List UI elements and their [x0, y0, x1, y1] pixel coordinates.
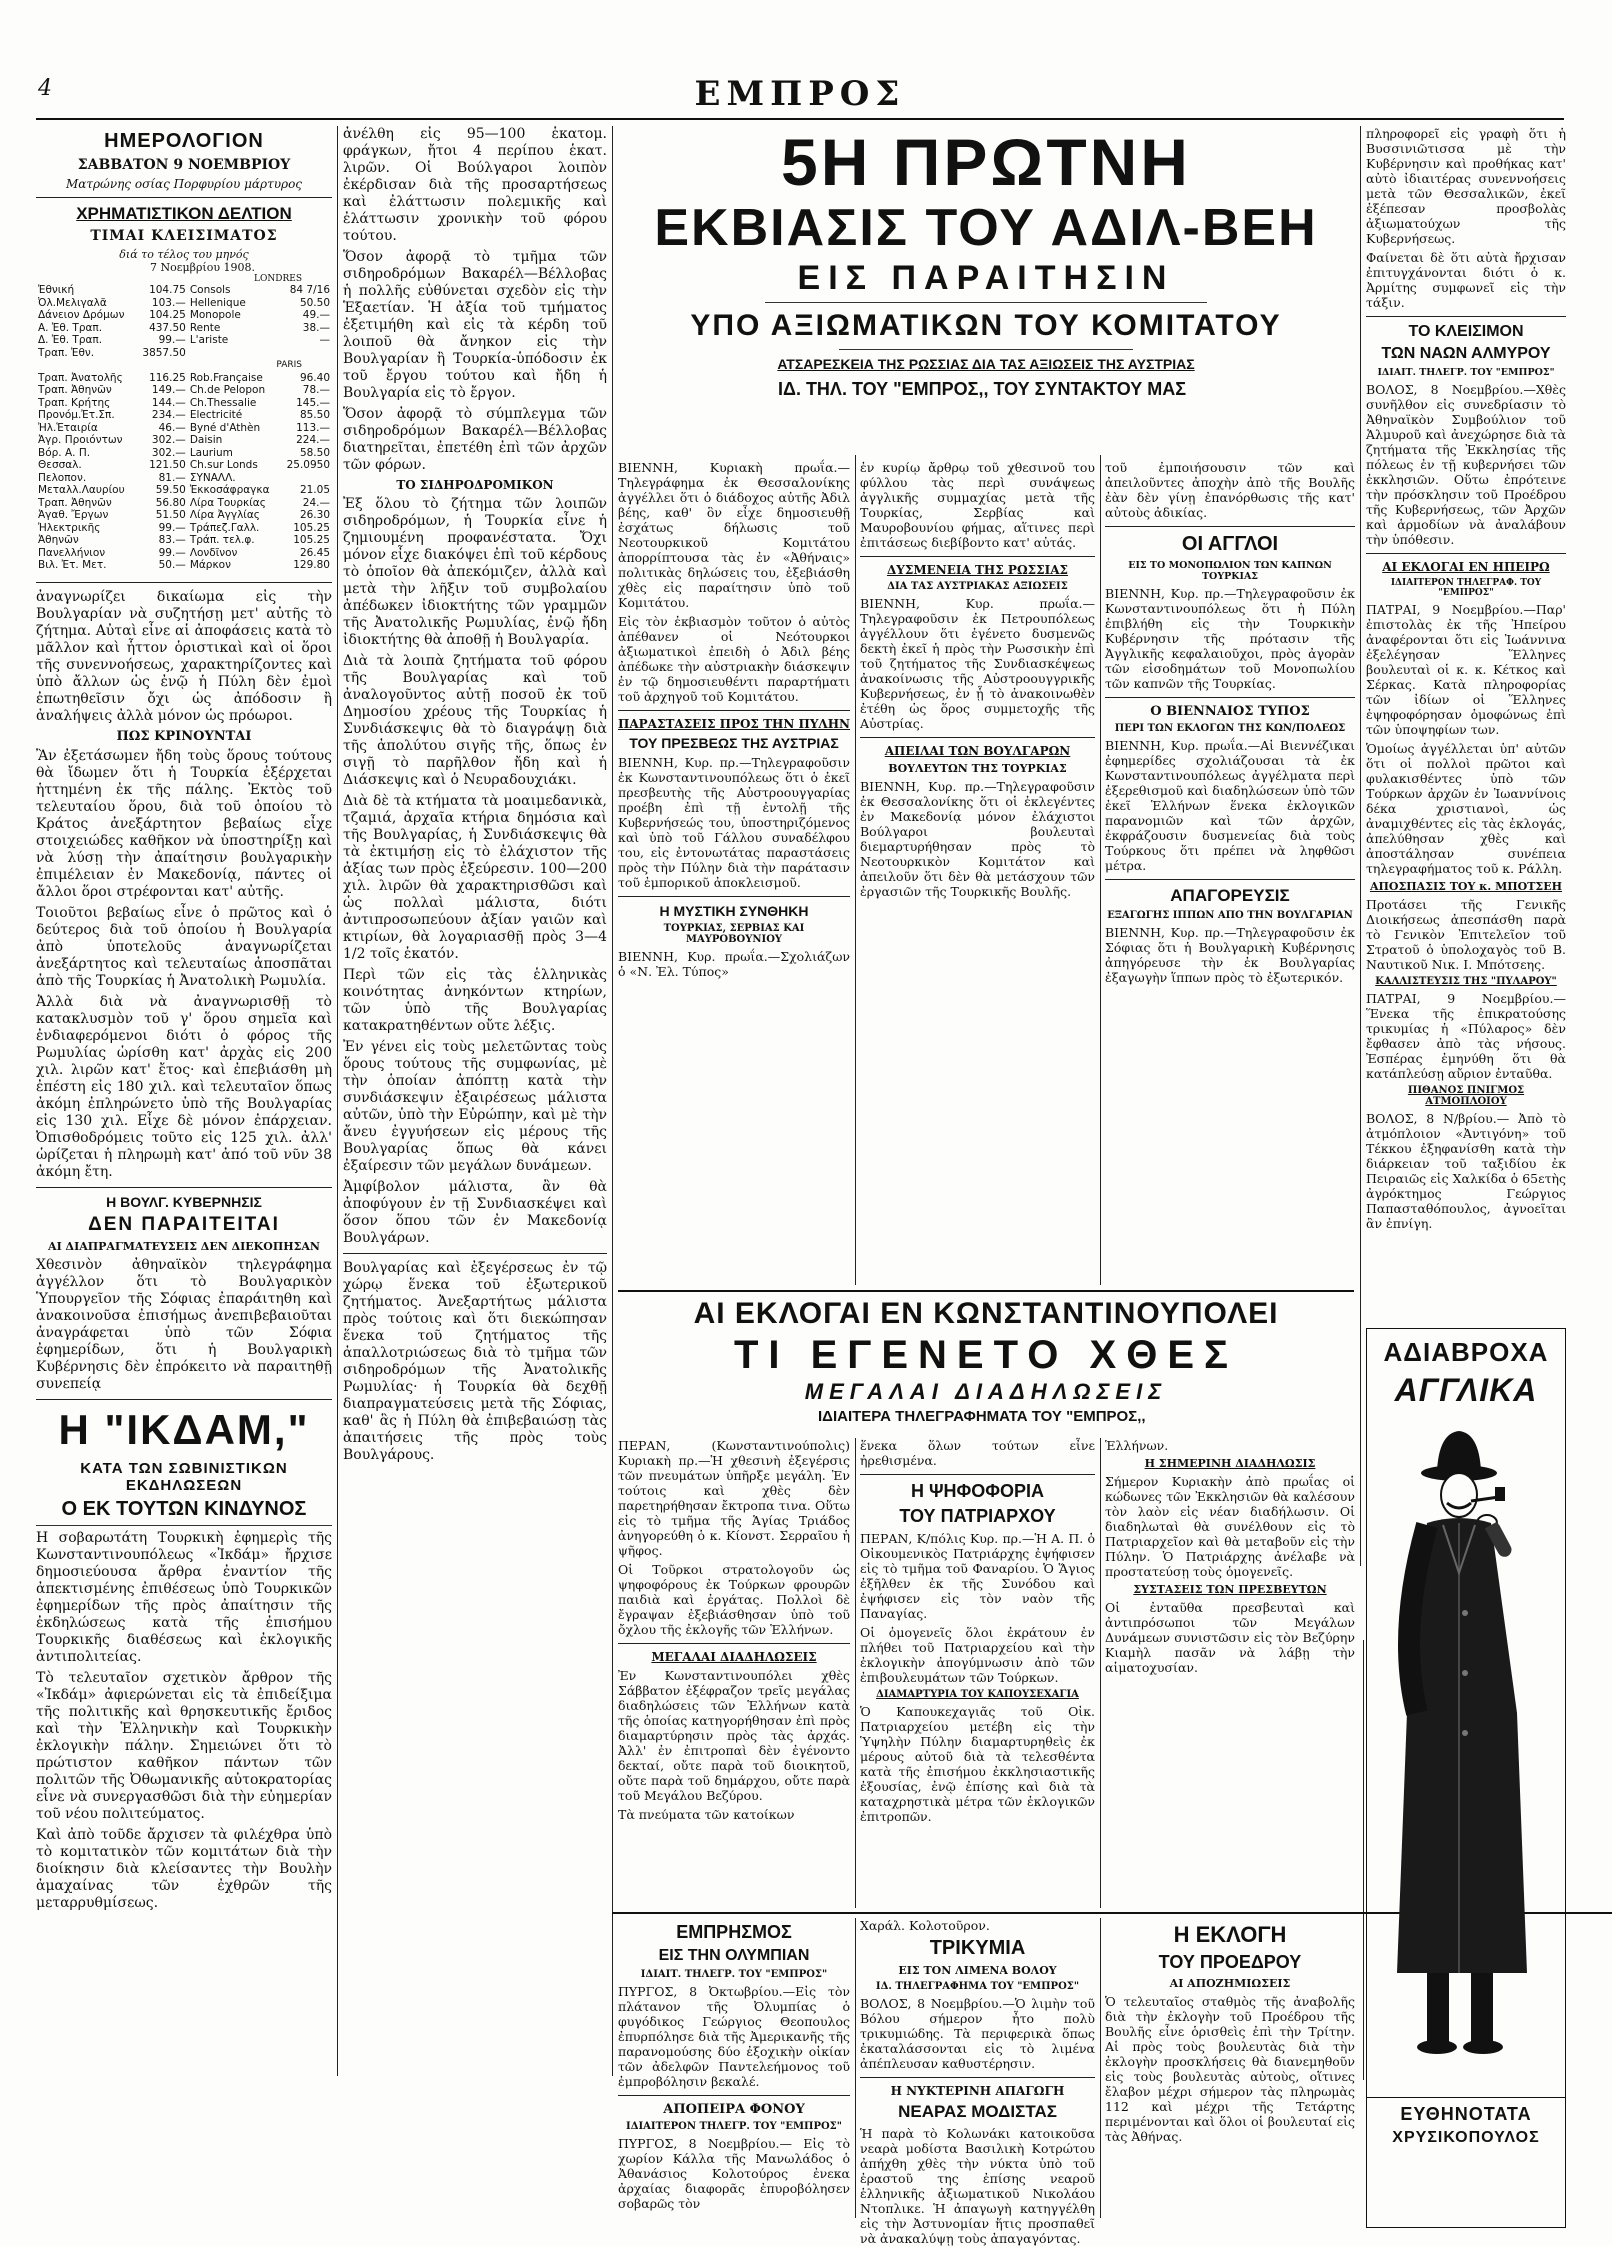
finance-value: 99.— [158, 546, 186, 559]
section-subheading: ΙΔ. ΤΗΛΕΓΡΑΦΗΜΑ ΤΟΥ "ΕΜΠΡΟΣ" [875, 1981, 1080, 1992]
finance-value: 38.— [302, 321, 330, 334]
finance-label: Ἐκκοσάφραγκα [189, 484, 270, 496]
column-rule [1100, 1918, 1101, 2218]
finance-label: Τράπ. τελ.φ. [189, 534, 255, 546]
man-in-raincoat-illustration [1367, 1413, 1565, 2093]
center-paragraph: ΠΕΡΑΝ, Κ/πόλις Κυρ. πρ.—Ἡ Α. Π. ὁ Οἰκουμενικὸς Πατριάρχης ἐψήφισεν εἰς τὸ τμῆμα τοῦ Φαναρίου. Ὁ Ἅγιος ἐξῆλθεν ἐκ τῆς Συνόδου καὶ ἐψήφισεν εἰς τὸν ναὸν τῆς Παναγίας. [860, 1531, 1095, 1621]
col2-paragraph: Διὰ δὲ τὰ κτήματα τὰ μοαιμεδανικὰ, τζαμιά, ἀρχαῖα κτήρια δημόσια καὶ τῆς Βουλγαρίας, ἡ Συνδιάσκεψις θὰ τὰ ἐκτιμήσῃ εἰς τὸ ἐλάχιστον τῆς ἀξίας των πρὸς ἐξεύρεσιν. 100—200 χιλ. λιρῶν θὰ χαρακτηρισθῶσι καὶ ὡς πολλαὶ μάλιστα, διότι ἀντιπροσωπεύουν ἀξίαν γαιῶν καὶ κτιρίων, θὰ λογαριασθῇ πρὸς 3—4 1/2 τοῖς ἑκατόν. [343, 793, 607, 962]
finance-label: Ἀθηνῶν [38, 534, 79, 546]
bottom-column-c [1105, 1918, 1355, 2218]
section-heading: Η ΣΗΜΕΡΙΝΗ ΔΙΑΔΗΛΩΣΙΣ [1144, 1457, 1316, 1470]
finance-label: Byné d'Athèn [189, 421, 261, 434]
center-paragraph: Ὁ Καπουκεχαγιᾶς τοῦ Οἰκ. Πατριαρχείου μετέβη εἰς τὴν Ὑψηλὴν Πύλην διαμαρτυρηθεὶς ἐκ μέρους αὐτοῦ διὰ τὰ τελεσθέντα κατὰ τῆς ἐπισήμου ἐκκλησιαστικῆς ἐξουσίας, ἐνῷ ἐπίσης καὶ διὰ τὰ καταχρηστικὰ μέτρα τῶν ἐκλογικῶν ἐπιτροπῶν. [860, 1704, 1095, 1824]
col5-paragraph: πληροφορεῖ εἰς γραφὴ ὅτι ἡ Βυσσινιῶτισσα μὲ τὴν Κυβέρνησιν καὶ προθήκας κατ' αὐτὸ ἰδιαιτέρας συνεννοήσεις μετὰ τῶν Θεσσαλικῶν, ἐκεῖ ἐξέπεσαν προσβολὰς ἀξιωματούχων τῆς Κυβερνήσεως. [1366, 126, 1566, 246]
center-paragraph: Οἱ ὁμογενεῖς ὅλοι ἐκράτουν ἐν πλήθει τοῦ Πατριαρχείου καὶ τὴν ἐκλογικὴν ἀπογύμνωσιν ἀπὸ τῶν ἐπιβουλευμάτων τῶν Τούρκων. [860, 1625, 1095, 1685]
section-subheading: ΙΔΙΑΙΤΕΡΟΝ ΤΗΛΕΓΡΑΦ. ΤΟΥ "ΕΜΠΡΟΣ" [1390, 578, 1542, 598]
elections-title-3: ΜΕΓΑΛΑΙ ΔΙΑΔΗΛΩΣΕΙΣ [804, 1379, 1168, 1404]
finance-value: 56.80 [155, 496, 186, 509]
bottom-paragraph: Ἡ παρὰ τὸ Κολωνάκι κατοικοῦσα νεαρὰ μοδίστα Βασιλικὴ Κοτρώτου ἀπήχθη χθὲς τὴν νύκτα ὑπὸ τοῦ ἐραστοῦ της ἐπίσης νεαροῦ ἑλληνικῆς ἀξιωματικοῦ Νικολάου Ντοπλικε. Ἡ ἀπαγωγὴ κατηγγέλθη εἰς τὴν Ἀστυνομίαν ἥτις προσπαθεῖ νὰ ἀνακαλύψῃ τοὺς ἀπαγαγόντας. [860, 2126, 1095, 2246]
col1-paragraph: Τὸ τελευταῖον σχετικὸν ἄρθρον τῆς «Ἰκδάμ» ἀφιερώνεται εἰς τὰ ἐπιδείξιμα τῆς πολιτικῆς καὶ θρησκευτικῆς ἔριδος καὶ τὴν Ἑλληνικὴν καὶ Τουρκικὴν ἐκλογικὴν πάλην. Σημειώνει ὅτι τὸ πρώτιστον καθῆκον πάντων τῶν πολιτῶν τῆς Ὀθωμανικῆς αὐτοκρατορίας εἶνε νὰ συνεργασθῶσι διὰ τὴν εὐημερίαν τοῦ νέου πολιτεύματος. [36, 1669, 332, 1822]
finance-row [36, 509, 332, 522]
section-heading: ΤΟ ΚΛΕΙΣΙΜΟΝ [1408, 323, 1524, 340]
center-paragraph: ΒΙΕΝΝΗ, Κυρ. πρωΐα.—Αἱ Βιεννέζικαι ἐφημερίδες σχολιάζουσαι τὰ ἐκ Κωνσταντινουπόλεως ἀγγέλματα περὶ ἐξερεθισμοῦ καὶ διαδηλώσεων ὑπὸ τῶν ἐκεῖ Ἑλλήνων ἕνεκα ἐκλογικῶν παρανομιῶν καὶ τῶν ἀρχῶν, ἐκφράζουσιν δυσμενείας διὰ τοὺς Τούρκους ὅτι πρέπει νὰ ληφθῶσι μέτρα. [1105, 738, 1355, 873]
section-heading: Η ΨΗΦΟΦΟΡΙΑ [910, 1481, 1045, 1501]
top-rule [36, 118, 1564, 120]
section-heading: ΑΠΕΙΛΑΙ ΤΩΝ ΒΟΥΛΓΑΡΩΝ [884, 744, 1071, 758]
col1-paragraph: Η σοβαρωτάτη Τουρκικὴ ἐφημερὶς τῆς Κωνσταντινουπόλεως «Ἰκδάμ» ἤρχισε δημοσιεύουσα ἄρθρα ἐναντίον τῆς ἀπεκτισμένης ἐπιθέσεως ὑπὸ Τουρκικῶν ἐφημερίδων τῆς πρὸς ἀπαίτησιν τῆς ἐκδηλώσεως κατὰ τῆς ἐπισήμου Τουρκικῆς διαθέσεως καὶ ἐκλογικῆς ἀντιπολιτείας. [36, 1529, 332, 1665]
finance-label: Ἀγρ. Προιόντων [38, 434, 123, 446]
calendar-date: ΣΑΒΒΑΤΟΝ 9 ΝΟΕΜΒΡΙΟΥ [77, 157, 291, 173]
finance-row [36, 409, 332, 422]
col5-paragraph: ΒΟΛΟΣ, 8 Ν/βρίου.— Ἀπὸ τὸ ἀτμόπλοιον «Ἀντιγόνη» τοῦ Τέκκου ἐξηφανίσθη κατὰ τὴν διάρκειαν τοῦ ταξιδίου ἐκ Πειραιῶς εἰς Χαλκίδα ὁ 65ετὴς ἀγρόκτημος Γεώργιος Παπασταθόπουλος, ἀγνοεῖται ἂν ἐπνίγη. [1366, 1111, 1566, 1231]
finance-value: 113.— [296, 421, 330, 434]
section-heading: Η ΒΟΥΛΓ. ΚΥΒΕΡΝΗΣΙΣ [106, 1193, 262, 1210]
col2-paragraph: Ἐξ ὅλου τὸ ζήτημα τῶν λοιπῶν σιδηροδρόμων, ἡ Τουρκία εἶνε ἡ ζημιουμένη προφανέστατα. Ὄχι μόνον εἶχε διακόψει ἐπὶ τοῦ κέρδους τὸ ὁποῖον θὰ ἀπεκόμιζεν, ἀλλὰ καὶ μετὰ τὴν λῆξιν τοῦ συμβολαίου ἀπέδωκεν ἰδιοκτήτης τῶν γραμμῶν τῆς Ἀνατολικῆς Ρωμυλίας, ἐνῷ ἤδη ἰδιοκτήτης θὰ ἀποθῇ ἡ Βουλγαρία. [343, 496, 607, 648]
section-heading: ΤΟΥ ΠΡΕΣΒΕΩΣ ΤΗΣ ΑΥΣΤΡΙΑΣ [629, 735, 839, 751]
ad-title-2: ΑΓΓΛΙΚΑ [1394, 1372, 1538, 1408]
finance-row [36, 459, 332, 472]
elections-title: ΑΙ ΕΚΛΟΓΑΙ ΕΝ ΚΩΝΣΤΑΝΤΙΝΟΥΠΟΛΕΙ [693, 1297, 1279, 1330]
section-subheading: ΕΙΣ ΤΟΝ ΛΙΜΕΝΑ ΒΟΛΟΥ [898, 1964, 1057, 1977]
column-rule [855, 455, 856, 1285]
center-paragraph: ΒΙΕΝΝΗ, Κυρ. πρ.—Τηλεγραφοῦσιν ἐκ Κωνσταντινουπόλεως ὅτι ἡ Πύλη ἐπιβλήθη εἰς τὴν Τουρκικὴν Κυβέρνησιν τῆς πρότασιν τῆς Ἀγγλικῆς κεφαλαιοῦχοι, πρὸς ἀγορὰν τῶν εἰσοδημάτων τοῦ Μονοπωλίου τῶν καπνῶν τῆς Τουρκίας. [1105, 586, 1355, 691]
finance-title: ΧΡΗΜΑΤΙΣΤΙΚΟΝ ΔΕΛΤΙΟΝ [76, 204, 292, 223]
finance-label: Λονδῖνον [189, 546, 238, 559]
section-subheading: ΔΙΑ ΤΑΣ ΑΥΣΤΡΙΑΚΑΣ ΑΞΙΩΣΕΙΣ [887, 581, 1068, 592]
finance-label: Τράπεζ.Γαλλ. [189, 521, 260, 534]
section-heading: ΠΙΘΑΝΟΣ ΠΝΙΓΜΟΣ ΑΤΜΟΠΛΟΙΟΥ [1407, 1085, 1525, 1107]
section-heading: ΣΥΣΤΑΣΕΙΣ ΤΩΝ ΠΡΕΣΒΕΥΤΩΝ [1133, 1583, 1327, 1596]
elections-byline: ΙΔΙΑΙΤΕΡΑ ΤΗΛΕΓΡΑΦΗΜΑΤΑ ΤΟΥ "ΕΜΠΡΟΣ,, [818, 1408, 1146, 1425]
finance-value: 78.— [302, 384, 330, 396]
col2-paragraph: Περὶ τῶν εἰς τὰς ἑλληνικὰς κοινότητας ἀνηκόντων κτηρίων, τῶν ὑπὸ τῆς Βουλγαρίας κατακρατηθέντων οὔτε λέξις. [343, 967, 607, 1034]
finance-label: Ch.sur Londs [189, 459, 258, 471]
finance-value: 104.25 [149, 309, 186, 321]
elections-column-b [860, 1438, 1095, 1908]
col1-paragraph: Τοιοῦτοι βεβαίως εἶνε ὁ πρῶτος καὶ ὁ δεύτερος διὰ τοῦ ὁποίου ἡ Βουλγαρία ἀπὸ ὑποτελοῦς ἀναγνωρίζεται ἀνεξάρτητος καὶ τελευταίως ἀποσπᾶται ἀπὸ τῆς Τουρκίας ἡ Ἀνατολικὴ Ρωμυλία. [36, 904, 332, 989]
headline-4: ΥΠΟ ΑΞΙΩΜΑΤΙΚΩΝ ΤΟΥ ΚΟΜΙΤΑΤΟΥ [690, 309, 1282, 342]
finance-value: 26.45 [299, 546, 330, 559]
finance-label: Ἀγαθ. Ἔργων [38, 509, 109, 521]
finance-label: Τραπ. Κρήτης [38, 396, 111, 409]
col2-paragraph: Ἀμφίβολον μάλιστα, ἂν θὰ ἀποφύγουν ἐν τῇ Συνδιασκέψει καὶ ὅσον ὅπου τῶν ἐν Μακεδονίᾳ Βουλγάρων. [343, 1179, 607, 1246]
finance-label: Τραπ. Ἀθηνῶν [38, 496, 112, 509]
finance-row [36, 447, 332, 460]
calendar-saint: Ματρώνης οσίας Πορφυρίου μάρτυρος [65, 177, 303, 191]
section-heading: Ο ΒΙΕΝΝΑΙΟΣ ΤΥΠΟΣ [1150, 704, 1310, 719]
finance-value: 116.25 [149, 371, 186, 384]
finance-row [36, 334, 332, 347]
finance-value: 234.— [151, 409, 186, 421]
col5-paragraph: ΒΟΛΟΣ, 8 Νοεμβρίου.—Χθὲς συνῆλθον εἰς συνεδρίασιν τὸ Ἀθηναϊκὸν Συμβούλιον τοῦ Ἁλμυροῦ καὶ ἀνεχώρησε διὰ τὰ ζητήματα τῆς Ἐκκλησίας τῆς πόλεως ἐν τῇ κυβερνήσει τῶν ἐκκλησιῶν. Οὕτω ἐπρότεινε τὴν πρόσκλησιν τοῦ Προέδρου τῆς Κυβερνήσεως, τῶν Ἀρχῶν καὶ ἁρμοδίων νὰ ἀναλάβουν τὴν ὑπόθεσιν. [1366, 382, 1566, 547]
finance-paris-row [36, 359, 332, 372]
finance-value: 96.40 [299, 371, 330, 384]
section-heading: ΤΡΙΚΥΜΙΑ [929, 1937, 1026, 1959]
finance-row [36, 547, 332, 560]
center-paragraph: Ἑλλήνων. [1105, 1438, 1169, 1453]
finance-value [280, 347, 332, 360]
finance-value: — [319, 334, 330, 346]
finance-value: 50.— [158, 559, 186, 571]
ad-footer-2: ΧΡΥΣΙΚΟΠΟΥΛΟΣ [1392, 2129, 1540, 2146]
finance-label: Δάνειον Δρόμων [38, 309, 125, 321]
center-paragraph: ΒΙΕΝΝΗ, Κυρ. πρ.—Τηλεγραφοῦσιν ἐκ Σόφιας ὅτι ἡ Βουλγαρικὴ Κυβέρνησις ἀπηγόρευσε τὴν ἐκ Βουλγαρίας ἐξαγωγὴν ἵππων πρὸς τὸ ἐξωτερικόν. [1105, 925, 1355, 985]
finance-label: Τραπ. Ἐθν. [38, 346, 95, 359]
col5-paragraph: Ὁμοίως ἀγγέλλεται ὑπ' αὐτῶν ὅτι οἱ πολλοὶ πρῶτοι καὶ φυλακισθέντες ὑπὸ τῶν Τούρκων ἀρχῶν ἐν Ἰωαννίνοις δέκα χριστιανοὶ, ὡς ἀναμιχθέντες εἰς τὰς ἐκλογάς, ἀπελύθησαν χθὲς καὶ ἀποστάλησαν συνέπεια τηλεγραφήματος τοῦ κ. Ράλλη. [1366, 741, 1566, 876]
raincoat-advertisement [1366, 1328, 1566, 2228]
finance-label: Rente [189, 321, 221, 334]
finance-row [36, 309, 332, 322]
elections-headline-block [618, 1296, 1354, 1432]
finance-row [36, 384, 332, 397]
col2-paragraph: Διὰ τὰ λοιπὰ ζητήματα τοῦ φόρου τῆς Βουλγαρίας καὶ τοῦ ἀναλογοῦντος αὐτῇ ποσοῦ ἐκ τοῦ Δημοσίου χρέους τῆς Τουρκίας ἡ Συνδιάσκεψις θὰ τὸ διαγράψῃ διὰ τῆς ἀπολύτου σιγῆς τῆς, ὅπως ἐν σιγῇ τὸ παρῆλθον ἤδη καὶ ἡ Διάσκεψις καὶ ὁ Νευραδουχιάκι. [343, 653, 607, 788]
section-heading: Η ΜΥΣΤΙΚΗ ΣΥΝΘΗΚΗ [659, 903, 809, 919]
section-heading: ΑΠΟΣΠΑΣΙΣ ΤΟΥ κ. ΜΠΟΤΣΕΗ [1370, 880, 1562, 893]
page-number: 4 [38, 76, 52, 101]
finance-value: 58.50 [299, 446, 330, 459]
finance-value: 51.50 [155, 509, 186, 521]
finance-value: 145.— [296, 396, 330, 409]
finance-paris-label: PARIS [276, 360, 302, 370]
finance-value: 103.— [151, 296, 186, 309]
finance-label: Τραπ. Ἀθηνῶν [38, 384, 112, 396]
bottom-paragraph: ΠΥΡΓΟΣ, 8 Νοεμβρίου.— Εἰς τὸ χωρίον Κάλλα τῆς Μανωλάδος ὁ Ἀθανάσιος Κολοτούρος ἐνεκα ἀρχαίας διαφορᾶς ἐπυροβόλησεν σοβαρῶς τὸν [618, 2136, 850, 2211]
center-paragraph: Οἱ Τοῦρκοι στρατολογοῦν ὡς ψηφοφόρους ἐκ Τούρκων φρουρῶν παιδιὰ καὶ ἐργάτας. Πολλοὶ δὲ ἔγραψαν ἐξεβιάσθησαν ὑπὸ τοῦ ὄχλου τῆς ἐκλογῆς τῶν Ἑλλήνων. [618, 1562, 850, 1637]
col5-paragraph: ΠΑΤΡΑΙ, 9 Νοεμβρίου.— Ἕνεκα τῆς ἐπικρατούσης τρικυμίας ἡ «Πύλαρος» δὲν ἔφθασεν ἀπὸ τὰς νήσους. Ἐσπέρας ἐμηνύθη ὅτι θὰ κατάπλεύσῃ αὔριον ἐνταῦθα. [1366, 991, 1566, 1081]
bottom-paragraph: ΒΟΛΟΣ, 8 Νοεμβρίου.—Ὁ λιμὴν τοῦ Βόλου σήμερον ἦτο πολὺ τρικυμιώδης. Τὰ περιφερικὰ ὅπως ἐκαταλάσσονται εἰς τὸ λιμένα ἀπέπλευσαν καθυστέρησιν. [860, 1996, 1095, 2071]
bottom-column-a [618, 1918, 850, 2218]
finance-label: Laurium [189, 446, 233, 459]
finance-label: Monopole [189, 309, 241, 321]
center-paragraph: ΠΕΡΑΝ, (Κωνσταντινούπολις) Κυριακὴ πρ.—Ἡ χθεσινὴ ἐξεγέρσις τῶν πνευμάτων ὑπῆρξε μεγάλη. Ἐν τούτοις καὶ χθὲς δὲν παρετηρήθησαν ἔκτροπα τινα. Οὕτω εἰς τὸ τμῆμα τῆς Ἁγίας Τριάδος ἀνηγορεύθη ὁ κ. Κίονστ. Σερραῖου ἡ ψῆφος. [618, 1438, 850, 1558]
section-subheading: ΑΙ ΑΠΟΖΗΜΙΩΣΕΙΣ [1169, 1977, 1291, 1990]
section-heading: Η ΝΥΚΤΕΡΙΝΗ ΑΠΑΓΩΓΗ [890, 2084, 1065, 2098]
finance-london-label: LONDRES [254, 274, 302, 284]
finance-value: 3857.50 [142, 346, 186, 359]
section-heading: ΔΥΣΜΕΝΕΙΑ ΤΗΣ ΡΩΣΣΙΑΣ [886, 563, 1069, 577]
finance-value: 105.25 [293, 521, 330, 534]
finance-date: 7 Νοεμβρίου 1908. [150, 261, 256, 274]
section-heading: Η ΕΚΛΟΓΗ [1173, 1922, 1287, 1947]
finance-value: 26.30 [299, 509, 330, 521]
column-rule [1100, 455, 1101, 1285]
finance-value: 302.— [151, 434, 186, 446]
section-subheading: ΒΟΥΛΕΥΤΩΝ ΤΗΣ ΤΟΥΡΚΙΑΣ [888, 762, 1067, 775]
headline-5: ΑΤΣΑΡΕΣΚΕΙΑ ΤΗΣ ΡΩΣΣΙΑΣ ΔΙΑ ΤΑΣ ΑΞΙΩΣΕΙΣ ΤΗΣ ΑΥΣΤΡΙΑΣ [777, 356, 1195, 372]
section-heading: ΤΟΥ ΠΑΤΡΙΑΡΧΟΥ [899, 1506, 1056, 1526]
section-heading: ΝΕΑΡΑΣ ΜΟΔΙΣΤΑΣ [898, 2102, 1057, 2121]
finance-value: 149.— [151, 384, 186, 396]
center-paragraph: Ἐν Κωνσταντινουπόλει χθὲς Σάββατον ἐξέφραζον τρεῖς μεγάλας διαδηλώσεις τῶν Ἑλλήνων κατὰ τῆς ὁποίας κατηγορήθησαν ἐπὶ πρὸς διαμαρτύρησιν πρὸς τὰς ἀρχάς. Ἀλλ' ἐν ἐπιτροπαὶ δὲν ἐγένοντο δεκταί, οὔτε παρὰ τοῦ διοικητοῦ, οὔτε παρὰ τοῦ δημάρχου, οὔτε παρὰ τοῦ Μεγάλου Βεζύρου. [618, 1668, 850, 1803]
section-rule [618, 1290, 1354, 1292]
col1-paragraph: Χθεσινὸν ἀθηναϊκὸν τηλεγράφημα ἀγγέλλον ὅτι τὸ Βουλγαρικὸν Ὑπουργεῖον τῆς Σόφιας ἐπαράιτηθη καὶ ἀνακοινοῦσα ἐπισήμως ἀνεπιβεβαιοῦται ἀναγράφεται ὑπὸ τῶν Σόφια ἐφημερίδων, ὅτι ἡ Βουλγαρικὴ Κυβέρνησις δὲν ἐπρόκειτο νὰ παραιτηθῇ συνεπείᾳ [36, 1256, 332, 1392]
finance-label: Hellenique [189, 296, 246, 309]
finance-label: L'ariste [189, 334, 229, 346]
finance-row [36, 347, 332, 360]
column-rule [855, 1438, 856, 1908]
finance-table [36, 284, 332, 572]
finance-value: 129.80 [293, 559, 330, 571]
col1-paragraph: Ἀλλὰ διὰ νὰ ἀναγνωρισθῇ τὸ κατακλυσμὸν τοῦ γ' ὅρου σημεῖα καὶ ἐνδιαφερόμενοι διότι ὁ φόρος τῆς Ρωμυλίας ὡρίσθη κατ' ἀρχὰς εἰς 200 χιλ. λιρῶν κατ' ἔτος· καὶ ἐπεβιάσθη μὴ ἐπέστη εἰς 180 χιλ. καὶ τελευταῖον ὅπως ἀκόμη ἐπληρώνετο ὑπὸ τῆς Βουλγαρίας εἰς 130 χιλ. Εἶχε δὲ μόνον ἐπάρχειαν. Ὀπισθοδρόμεις τοῦτο εἰς 125 χιλ. ἀλλ' ὡρίζεται ἡ πληρωμὴ κατ' ἀπό τοῦ νῦν 38 ἀκόμη ἔτη. [36, 993, 332, 1180]
finance-value: 85.50 [299, 409, 330, 421]
finance-row [36, 397, 332, 410]
finance-label: Electricité [189, 409, 243, 421]
center-paragraph: ΒΙΕΝΝΗ, Κυρ. πρωΐα.—Σχολιάζων ὁ «Ν. Ἐλ. Τύπος» [618, 949, 850, 979]
finance-value: 121.50 [149, 459, 186, 471]
finance-value: 99.— [158, 521, 186, 534]
bottom-column-b [860, 1918, 1095, 2246]
center-paragraph: τοῦ ἐμποιήσουσιν τῶν καὶ ἀπειλοῦντες ἀποχὴν ἀπὸ τῆς Βουλῆς ἐὰν δὲν γίνῃ ἐπανόρθωσις τῆς κατ' αὐτοὺς ἀδικίας. [1105, 460, 1355, 520]
column-1 [36, 126, 332, 2226]
section-subheading: ΕΞΑΓΩΓΗΣ ΙΠΠΩΝ ΑΠΟ ΤΗΝ ΒΟΥΛΓΑΡΙΑΝ [1107, 910, 1353, 921]
section-subheading: ΙΔΙΑΙΤ. ΤΗΛΕΓΡ. ΤΟΥ "ΕΜΠΡΟΣ" [1377, 367, 1555, 378]
finance-label: Ἠλεκτρικῆς [38, 521, 101, 534]
headline-3: ΕΙΣ ΠΑΡΑΙΤΗΣΙΝ [797, 259, 1175, 297]
section-subheading: ΕΙΣ ΤΟ ΜΟΝΟΠΩΛΙΟΝ ΤΩΝ ΚΑΠΝΩΝ ΤΟΥΡΚΙΑΣ [1128, 560, 1332, 582]
section-heading: ΟΙ ΑΓΓΛΟΙ [1181, 533, 1279, 555]
bottom-paragraph: ΠΥΡΓΟΣ, 8 Ὀκτωβρίου.—Εἰς τὸν πλάτανον τῆς Ὀλυμπίας ὁ φυγόδικος Γεώργιος Θεοπουλος ἐπυρπόλησε διὰ τῆς Ἀμερικανῆς τῆς παρανομούσης δύο ἐξοχικὴν οἰκίαν τῶν ἀδελφῶν Παντελεήμονος τοῦ ἐμπροβόλησιν βεκαλέ. [618, 1984, 850, 2089]
finance-value [280, 472, 332, 485]
column-rule [855, 1918, 856, 2218]
section-heading: ΔΙΑΜΑΡΤΥΡΙΑ ΤΟΥ ΚΑΠΟΥΣΕΧΑΓΙΑ [876, 1689, 1079, 1700]
center-paragraph: ἕνεκα ὅλων τούτων εἶνε ἠρεθισμένα. [860, 1438, 1095, 1468]
finance-value: 81.— [158, 471, 186, 484]
section-heading: ΑΠΟΠΕΙΡΑ ΦΟΝΟΥ [663, 2102, 805, 2117]
finance-row [36, 422, 332, 435]
ikdam-headline: Η "ΙΚΔΑΜ," [58, 1405, 310, 1453]
finance-value: 50.50 [299, 296, 330, 309]
center-column-a [618, 460, 850, 1280]
center-paragraph: Τὰ πνεύματα τῶν κατοίκων [618, 1807, 795, 1822]
finance-value: 59.50 [155, 484, 186, 496]
ikdam-subheadline: ΚΑΤΑ ΤΩΝ ΣΩΒΙΝΙΣΤΙΚΩΝ ΕΚΔΗΛΩΣΕΩΝ [80, 1459, 288, 1494]
section-heading: ΑΙ ΕΚΛΟΓΑΙ ΕΝ ΗΠΕΙΡΩ [1382, 560, 1550, 574]
section-heading: ΔΕΝ ΠΑΡΑΙΤΕΙΤΑΙ [88, 1213, 280, 1235]
finance-row [36, 434, 332, 447]
section-heading: ΜΕΓΑΛΑΙ ΔΙΑΔΗΛΩΣΕΙΣ [651, 1650, 817, 1664]
finance-value: 49.— [302, 309, 330, 321]
finance-label: Πελοπον. [38, 471, 87, 484]
finance-row [36, 484, 332, 497]
center-column-c [1105, 460, 1355, 1280]
section-heading: ΕΜΠΡΗΣΜΟΣ [676, 1922, 792, 1942]
column-rule [1363, 1640, 1364, 2080]
col1-paragraph: Καὶ ἀπὸ τοῦδε ἄρχισεν τὰ φιλέχθρα ὑπὸ τὸ κομιτατικὸν τῶν κομιτάτων διὰ τὴν διοίκησιν διὰ κλείσαντες τὴν Βουλὴν ἀμαχαίνας τῶν ἐχθρῶν τῆς μεταρρυθμίσεως. [36, 1826, 332, 1911]
finance-subtitle-2: διά το τέλος του μηνός [119, 248, 249, 261]
section-heading: ΚΑΛΛΙΣΤΕΥΣΙΣ ΤΗΣ "ΠΥΛΑΡΟΥ" [1375, 976, 1557, 987]
finance-label: Ἐθνική [38, 284, 75, 296]
section-subheading: ΤΟΥΡΚΙΑΣ, ΣΕΡΒΙΑΣ ΚΑΙ ΜΑΥΡΟΒΟΥΝΙΟΥ [663, 923, 805, 945]
finance-label: Τραπ. Ἀνατολῆς [38, 371, 123, 384]
section-heading: ΑΠΑΓΟΡΕΥΣΙΣ [1170, 886, 1290, 905]
col2-paragraph: ἀνέλθη εἰς 95—100 ἑκατομ. φράγκων, ἤτοι 4 περίπου ἑκατ. λιρῶν. Οἱ Βούλγαροι λοιπὸν ἐκέρδισαν διὰ τῆς προσαρτήσεως καὶ ἐλάττωσιν πολεμικῆς καὶ ἐλάττωσιν χρονικὴν τοῦ φόρου τούτου. [343, 126, 607, 244]
finance-label: Ὀλ.Μελιγαλᾶ [38, 296, 107, 309]
finance-value: 144.— [151, 396, 186, 409]
finance-label: Consols [189, 284, 231, 296]
section-subheading: ΙΔΙΑΙΤΕΡΟΝ ΤΗΛΕΓΡ. ΤΟΥ "ΕΜΠΡΟΣ" [626, 2121, 842, 2132]
center-paragraph: ΒΙΕΝΝΗ, Κυριακὴ πρωΐα.—Τηλεγράφημα ἐκ Θεσσαλονίκης ἀγγέλλει ὅτι ὁ διάδοχος αὐτῆς Ἀδιλ βέης, καθ' ὃν εἶχε δημοσιευθῇ ἐσχάτως δήλωσις τοῦ Νεοτουρκικοῦ Κομιτάτου ἀπορρίπτουσα τὰς ἐν «Ἀθήναις» πολιτικὰς δηλώσεις του, ἐξεβιάσθη χθὲς εἰς παραίτησιν ὑπὸ τοῦ Κομιτάτου. [618, 460, 850, 610]
finance-label: ΣΥΝΑΛΛ. [189, 471, 236, 484]
finance-row [36, 522, 332, 535]
col1-paragraph: ἀναγνωρίζει δικαίωμα εἰς τὴν Βουλγαρίαν νὰ συζητήσῃ μετ' αὐτῆς τὸ ζήτημα. Αὐταὶ εἶνε αἱ ἀποφάσεις κατὰ τὸ μᾶλλον καὶ ἧττον ὁριστικαὶ καὶ οἱ ὅροι τῆς συνεννοήσεως, χαρακτηρίζοντες καὶ ὑπὸ ἄλλων ὡς ἐνῷ ἡ Πύλη δὲν ἐμοὶ ἐπωτηθεῖσιν ὄχι ὡς ἀπόδοσιν ἢ ἀναλήψεις ἀλλὰ μόνον ὡς πρόωροι. [36, 588, 332, 724]
finance-label: Α. Ἐθ. Τραπ. [38, 321, 103, 334]
finance-row [36, 472, 332, 485]
center-paragraph: Οἱ ἐνταῦθα πρεσβευταὶ καὶ ἀντιπρόσωποι τῶν Μεγάλων Δυνάμεων συνιστῶσιν εἰς τὸν Βεζύρην Κιαμὴλ πασᾶν νὰ λάβῃ τὴν αἱματοχυσίαν. [1105, 1600, 1355, 1675]
finance-label: Ἠλ.Ἑταιρία [38, 421, 98, 434]
ad-footer-1: ΕΥΘΗΝΟΤΑΤΑ [1367, 2097, 1565, 2125]
section-heading: ΠΑΡΑΣΤΑΣΕΙΣ ΠΡΟΣ ΤΗΝ ΠΥΛΗΝ [618, 717, 851, 731]
section-heading: ΕΙΣ ΤΗΝ ΟΛΥΜΠΙΑΝ [658, 1947, 810, 1964]
finance-label: Πανελλήνιον [38, 546, 106, 559]
finance-row [36, 559, 332, 572]
section-heading: ΠΩΣ ΚΡΙΝΟΥΝΤΑΙ [116, 728, 252, 744]
elections-title-2: ΤΙ ΕΓΕΝΕΤΟ ΧΘΕΣ [733, 1333, 1239, 1377]
finance-label: Προνόμ.Ἐτ.Σπ. [38, 409, 115, 421]
finance-value: 104.75 [149, 284, 186, 296]
masthead: ΕΜΠΡΟΣ [694, 74, 906, 114]
ikdam-subheadline-2: Ο ΕΚ ΤΟΥΤΩΝ ΚΙΝΔΥΝΟΣ [61, 1497, 307, 1520]
section-heading: ΤΟ ΣΙΔΗΡΟΔΡΟΜΙΚΟΝ [396, 478, 554, 492]
col2-paragraph: Ὅσον ἀφορᾷ τὸ τμῆμα τῶν σιδηροδρόμων Βακαρέλ—Βέλλοβας ἡ πολλῆς εὐθύνεται σχεδὸν εἰς τὴν Ἑξαετίαν. Ἡ ἀξία τοῦ τμήματος ἐξετιμήθη καὶ εἰς τὰ κέρδη τοῦ λοιποῦ θὰ ἄνηκον εἰς τὴν Βουλγαρίαν ἢ Τουρκία-ὑπόδοσιν ἐκ τοῦ ἔργου τούτου καὶ ἤδη ἡ Βουλγαρία εἰς τὸ ἔργον. [343, 249, 607, 401]
finance-row [36, 372, 332, 385]
headline-byline: ΙΔ. ΤΗΛ. ΤΟΥ "ΕΜΠΡΟΣ,, ΤΟΥ ΣΥΝΤΑΚΤΟΥ ΜΑΣ [778, 379, 1187, 399]
finance-value: 302.— [151, 446, 186, 459]
column-rule [1100, 1438, 1101, 1908]
finance-label: Δ. Ἐθ. Τραπ. [38, 334, 103, 346]
finance-row [36, 497, 332, 510]
section-subheading: ΑΙ ΔΙΑΠΡΑΓΜΑΤΕΥΣΕΙΣ ΔΕΝ ΔΙΕΚΟΠΗΣΑΝ [48, 1239, 320, 1253]
bottom-paragraph: Χαράλ. Κολοτοῦρον. [860, 1918, 990, 1933]
finance-row [36, 297, 332, 310]
center-paragraph: Εἰς τὸν ἐκβιασμὸν τοῦτον ὁ αὐτὸς ἀπέθανεν οἱ Νεότουρκοι ἀξιωματικοὶ ἐπειδὴ ὁ Ἀδιλ βέης ἀπέδωκε τὴν αὐστριακὴν διάσκεψιν ἐν τῷ δημοσιευθέντι παραρτήματι τοῦ ἀρχηγοῦ τοῦ Κομιτάτου. [618, 614, 850, 704]
column-rule [612, 126, 613, 2076]
headline-2: ΕΚΒΙΑΣΙΣ ΤΟΥ ΑΔΙΛ-ΒΕΗ [654, 199, 1318, 257]
column-rule [337, 126, 338, 2076]
center-paragraph: ἐν κυρίῳ ἄρθρῳ τοῦ χθεσινοῦ του φύλλου τὰς περὶ συνάψεως ἀγγλικῆς συμμαχίας μετὰ τῆς Τουρκίας, Σερβίας καὶ Μαυροβουνίου φήμας, αἵτινες περὶ ἐπιτάσεως διεβίβοντο κατ' αὐτάς. [860, 460, 1095, 550]
finance-value: 224.— [296, 434, 330, 446]
center-paragraph: ΒΙΕΝΝΗ, Κυρ. πρωΐα.—Τηλεγραφοῦσιν ἐκ Πετρουπόλεως ἀγγέλλουν ὅτι ἐγένετο δυσμενῶς δεκτὴ ἐκεῖ ἡ πρὸς τὴν Ρωσσικὴν ἐπὶ τοῦ ζητήματος τῆς Συνδιασκέψεως ἀνακοίνωσις τῆς Αὐστροουγγρικῆς Κυβερνήσεως, ἐν ᾗ τὸ ἀνακοινωθὲν ἐτέθη ὡς ὅρος συμμετοχῆς τῆς Αὐστρίας. [860, 596, 1095, 731]
column-2 [343, 126, 607, 2226]
ad-title: ΑΔΙΑΒΡΟΧΑ [1383, 1337, 1549, 1367]
col5-paragraph: ΠΑΤΡΑΙ, 9 Νοεμβρίου.—Παρ' ἐπιστολὰς ἐκ τῆς Ἠπείρου ἀναφέρονται ὅτι εἰς Ἰωάννινα ἐξελέγησαν Ἕλληνες βουλευταὶ οἱ κ. κ. Κέτκος καὶ Σέρκας. Κατὰ πληροφορίας τῶν ἰδίων οἱ Ἕλληνες ἐψηφοφόρησαν ὁμοφώνως ἐπὶ τῶν ὑποψηφίων των. [1366, 602, 1566, 737]
center-paragraph: ΒΙΕΝΝΗ, Κυρ. πρ.—Τηλεγραφοῦσιν ἐκ Κωνσταντινουπόλεως ὅτι ὁ ἐκεῖ πρεσβευτὴς τῆς Αὐστροουγγαρίας προέβη ἐπὶ τῇ ἐντολῇ τῆς Κυβερνήσεώς του, ὑποστηριζόμενος καὶ ὑπὸ τοῦ Γάλλου συναδέλφου του, εἰς ἐντονωτάτας παραστάσεις πρὸς τὴν Πύλην διὰ τὴν παράτασιν τοῦ ἐμπορικοῦ ἀποκλεισμοῦ. [618, 755, 850, 890]
section-heading: ΤΩΝ ΝΑΩΝ ΑΛΜΥΡΟΥ [1381, 345, 1551, 362]
finance-label: Ch.Thessalie [189, 396, 257, 409]
elections-column-a [618, 1438, 850, 1908]
section-subheading: ΠΕΡΙ ΤΩΝ ΕΚΛΟΓΩΝ ΤΗΣ ΚΩΝ/ΠΟΛΕΩΣ [1114, 723, 1346, 734]
finance-row [36, 322, 332, 335]
finance-value: 21.05 [299, 484, 330, 496]
main-headline-block [618, 126, 1354, 446]
finance-label: Ch.de Pelopon [189, 384, 266, 396]
finance-subtitle: ΤΙΜΑΙ ΚΛΕΙΣΙΜΑΤΟΣ [90, 228, 278, 244]
center-column-b [860, 460, 1095, 1280]
finance-label: Λίρα Τουρκίας [189, 496, 266, 509]
elections-column-c [1105, 1438, 1355, 1908]
col5-paragraph: Φαίνεται δὲ ὅτι αὐτὰ ἤρχισαν ἐπιτυγχάνονται διότι ὁ κ. Ἀρμίτης συμφωνεῖ εἰς τὴν τάξιν. [1366, 250, 1566, 310]
finance-label: Rob.Française [189, 371, 263, 384]
col5-paragraph: Προτάσει τῆς Γενικῆς Διοικήσεως ἀπεσπάσθη παρὰ τὸ Γενικὸν Ἐπιτελεῖον τοῦ Στρατοῦ ὁ ὑπολοχαγὸς τοῦ Β. Ναυτικοῦ Νικ. Ι. Μπότσεης. [1366, 897, 1566, 972]
finance-row [36, 284, 332, 297]
finance-value: 437.50 [149, 321, 186, 334]
finance-label [188, 347, 280, 360]
finance-row [36, 534, 332, 547]
finance-label: Θεσσαλ. [38, 459, 82, 471]
finance-value: 84 7/16 [289, 284, 330, 296]
bottom-paragraph: Ὁ τελευταῖος σταθμὸς τῆς ἀναβολῆς διὰ τὴν ἐκλογὴν τοῦ Προέδρου τῆς Βουλῆς εἶνε ὁρισθεὶς ἐπὶ τὴν Τρίτην. Αἱ πρὸς τοὺς βουλευτὰς διὰ τὴν ἐκλογὴν προσκλήσεις θὰ διανεμηθοῦν εἰς τοὺς βουλευτὰς αὐτοὺς, οἵτινες ἔλαβον μέχρι σήμερον τὰς πληρωμὰς 112 καὶ μέχρι τῆς Τετάρτης περιμένονται καὶ ὅλοι οἱ βουλευταί εἰς τὰς Ἀθήνας. [1105, 1994, 1355, 2144]
column-rule [1360, 126, 1361, 1566]
section-subheading: ΙΔΙΑΙΤ. ΤΗΛΕΓΡ. ΤΟΥ "ΕΜΠΡΟΣ" [640, 1969, 828, 1980]
column-5 [1366, 126, 1566, 1326]
col2-paragraph: Βουλγαρίας καὶ ἐξεγέρσεως ἐν τῷ χώρῳ ἕνεκα τοῦ ἐξωτερικοῦ ζητήματος. Ἀνεξαρτήτως μάλιστα πρὸς τούτοις καὶ ὅτι διεκώπησαν ἕνεκα τοῦ ζητήματος τῆς ἀπαλλοτριώσεως διὰ τὸ τμῆμα τῶν σιδηροδρόμων τῆς Ἀνατολικῆς Ρωμυλίας· ἡ Τουρκία θὰ δεχθῇ διαπραγματεύσεις μετὰ τῆς Σόφιας, καθ' ἃς ἡ Πύλη θὰ ἐπιβεβαιώσῃ τὰς ἀπαιτήσεις τῆς πρὸς τοὺς Βουλγάρους. [343, 1260, 607, 1463]
finance-label: Βιλ. Ἐτ. Μετ. [38, 559, 107, 571]
finance-label: Μεταλλ.Λαυρίου [38, 484, 125, 496]
finance-value: 25.0950 [286, 459, 330, 471]
headline-1: 5Η ΠΡΩΤΝΗ [781, 125, 1191, 199]
finance-label: Daisin [189, 434, 223, 446]
calendar-title: ΗΜΕΡΟΛΟΓΙΟΝ [104, 130, 264, 152]
finance-value: 105.25 [293, 534, 330, 546]
center-paragraph: Σήμερον Κυριακὴν ἀπὸ πρωΐας οἱ κώδωνες τῶν Ἐκκλησιῶν θὰ καλέσουν τὸν λαὸν εἰς νέαν διαδήλωσιν. Οἱ διαδηλωταὶ θὰ συνέλθουν εἰς τὸ Πατριαρχεῖον καὶ θὰ μεταβοῦν εἰς τὴν Πύλην. Ὁ Πατριάρχης ἀνέλαβε νὰ προστατεύσῃ τοὺς ὁμογενεῖς. [1105, 1474, 1355, 1579]
finance-label: Μάρκον [189, 559, 231, 571]
finance-value: 46.— [158, 421, 186, 434]
col2-paragraph: Ἐν γένει εἰς τοὺς μελετῶντας τοὺς ὅρους τούτους τῆς συμφωνίας, μὲ τὴν ὁποίαν ἀπόπτῃ κατὰ τὴν συνδιάσκεψιν ἐξαιρέσεως μάλιστα αὐτῶν, ὑπὸ τὴν Εὐρώπην, καὶ μὲ τὴν ἄνευ ἐγγυήσεων εἰς μέρους τῆς Βουλγαρίας ὅπως θὰ κάνει ἐξαίρεσιν τῶν μεγάλων δυνάμεων. [343, 1039, 607, 1174]
finance-value: 24.— [302, 496, 330, 509]
finance-label: Βόρ. Α. Π. [38, 446, 91, 459]
col1-paragraph: Ἂν ἐξετάσωμεν ἤδη τοὺς ὅρους τούτους θὰ ἴδωμεν ὅτι ἡ Τουρκία ἐξέρχεται ἡττημένη ἐκ τῆς πάλης. Ἐκτὸς τοῦ τελευταίου ὅρου, διὰ τοῦ ὁποίου τὸ Κράτος ἀνεξάρτητον βεβαίως εἶχε στοιχειώδες καθῆκον νὰ ὑποστηρίξῃ καὶ νὰ λύσῃ τὴν ἀπαίτησιν βουλγαρικὴν ἐπιμέλειαν ἐν Μακεδονίᾳ, πάντες οἱ ἄλλοι ὅροι στρέφονται κατ' αὐτῆς. [36, 747, 332, 900]
finance-label: Λίρα Ἀγγλίας [189, 509, 260, 521]
section-heading: ΤΟΥ ΠΡΟΕΔΡΟΥ [1158, 1952, 1302, 1972]
finance-value: 99.— [158, 334, 186, 346]
finance-value: 83.— [158, 534, 186, 546]
col2-paragraph: Ὅσον ἀφορᾷ τὸ σύμπλεγμα τῶν σιδηροδρόμων Βακαρέλ—Βέλλοβας διατηρεῖται, ἐπετέθη ἐπὶ τῶν ἀρχῶν τῶν φόρων. [343, 406, 607, 473]
center-paragraph: ΒΙΕΝΝΗ, Κυρ. πρ.—Τηλεγραφοῦσιν ἐκ Θεσσαλονίκης ὅτι οἱ ἐκλεγέντες ἐν Μακεδονίᾳ μόνον ἐλάχιστοι Βούλγαροι βουλευταὶ διεμαρτυρήθησαν πρὸς τὸ Νεοτουρκικὸν Κομιτάτον καὶ ἀπειλοῦν ὅτι δὲν θὰ μετάσχουν τῶν ἐργασιῶν τῆς Τουρκικῆς Βουλῆς. [860, 779, 1095, 899]
